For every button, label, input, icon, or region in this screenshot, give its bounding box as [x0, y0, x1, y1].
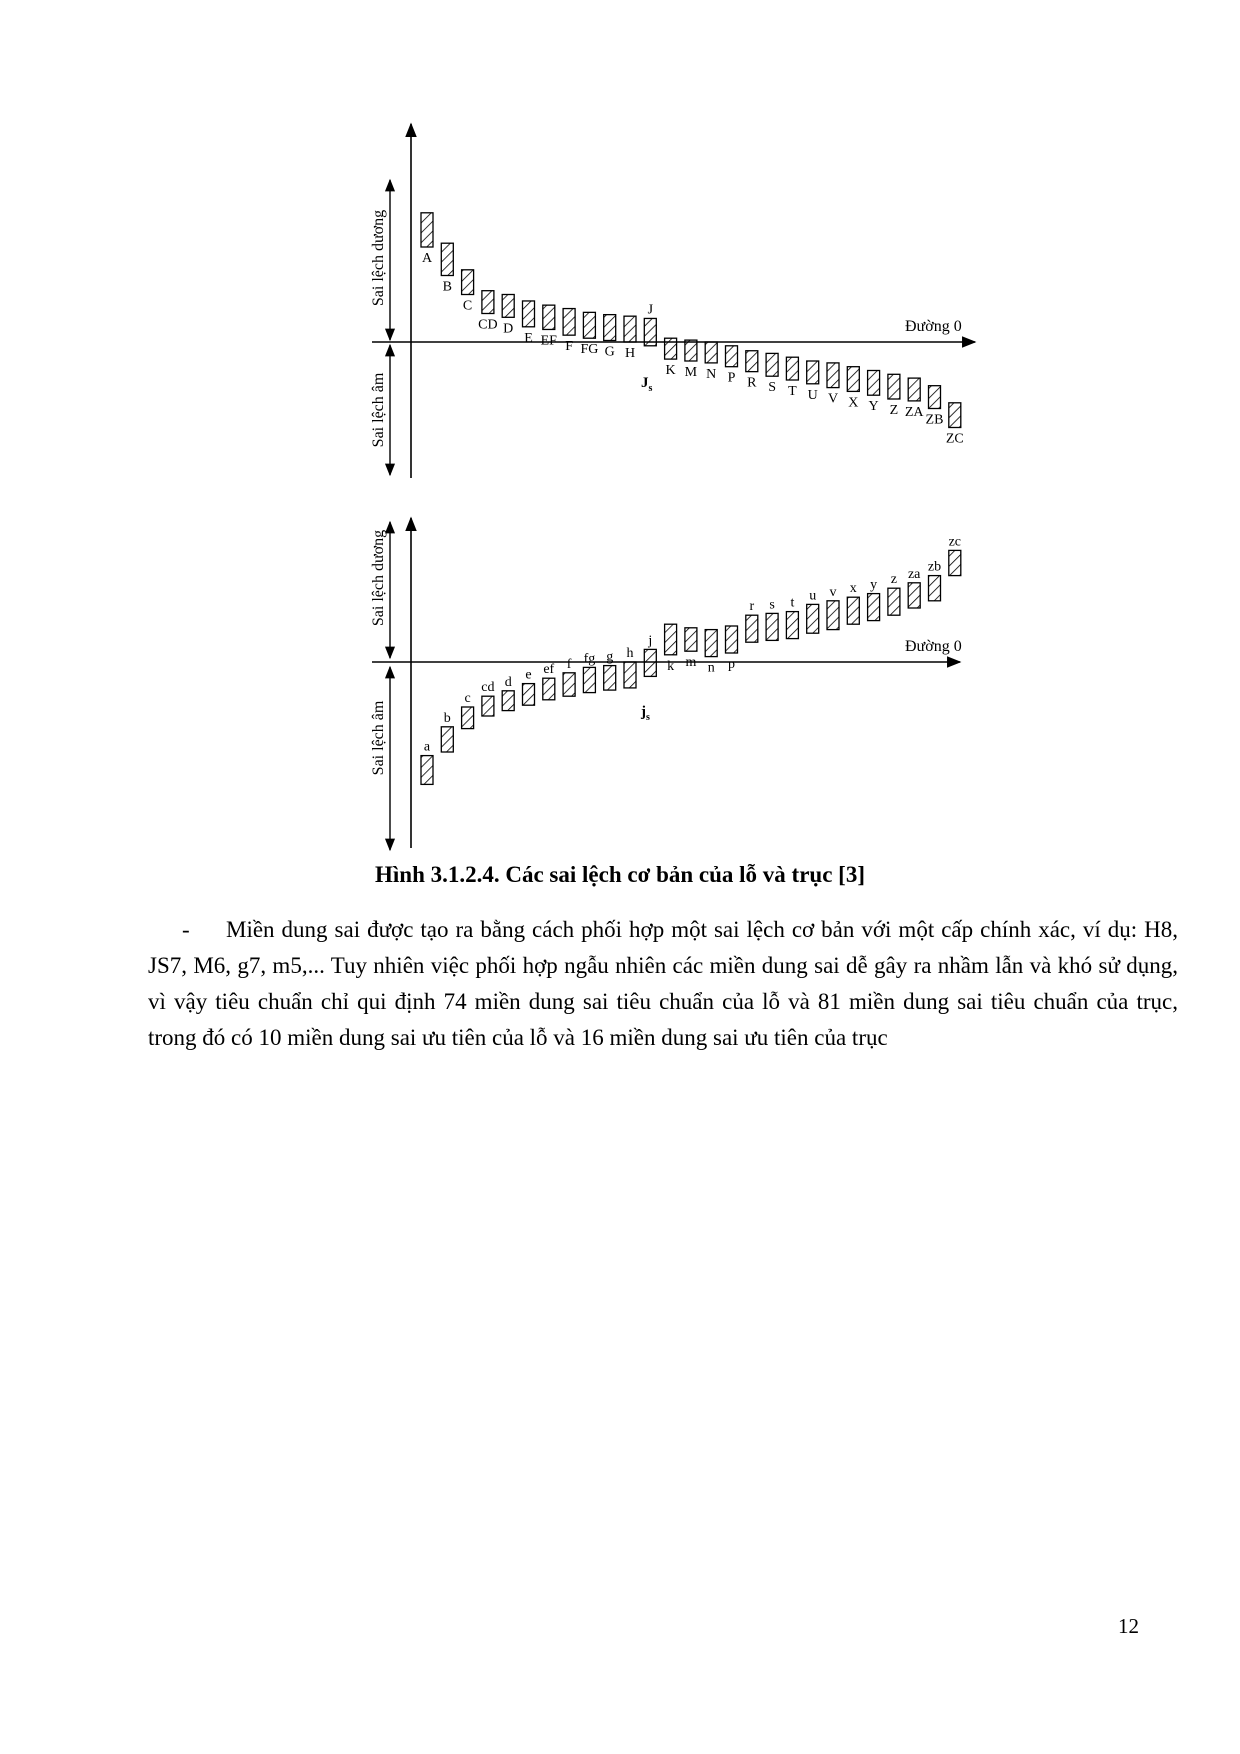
- shafts-zone-label-za: za: [907, 566, 921, 582]
- shafts-zone-label-x: x: [849, 581, 857, 597]
- shafts-js-label: [640, 704, 650, 723]
- holes-zone-label-P: P: [727, 370, 736, 386]
- shafts-zones: [421, 534, 961, 784]
- shafts-zone-label-zb: zb: [927, 559, 942, 575]
- holes-zone-A: [421, 213, 433, 247]
- shafts-zone-y: [868, 594, 880, 621]
- shafts-zone-x: [847, 597, 859, 624]
- shafts-zone-f: [563, 673, 575, 696]
- shafts-zone-label-t: t: [790, 595, 795, 611]
- shafts-zone-label-ef: ef: [543, 662, 555, 678]
- shafts-zone-label-fg: fg: [583, 651, 596, 667]
- holes-zone-label-R: R: [747, 375, 757, 391]
- holes-zone-EF: [543, 305, 555, 329]
- holes-zone-FG: [583, 312, 595, 338]
- shafts-zone-j: [644, 649, 656, 676]
- shafts-zone-label-f: f: [566, 656, 572, 672]
- holes-axis-pos-label: Sai lệch dương: [370, 209, 387, 307]
- holes-zone-label-ZC: ZC: [945, 431, 964, 447]
- holes-zone-label-CD: CD: [478, 317, 498, 333]
- shafts-zone-label-j: j: [648, 633, 653, 649]
- holes-zone-B: [441, 243, 453, 275]
- shafts-zone-label-k: k: [667, 658, 675, 674]
- shafts-zone-label-z: z: [890, 572, 898, 588]
- shafts-zone-a: [421, 756, 433, 785]
- holes-zone-C: [462, 270, 474, 295]
- shafts-zone-n: [705, 630, 717, 657]
- shafts-zone-label-n: n: [707, 660, 715, 676]
- holes-zone-label-E: E: [524, 330, 533, 346]
- shafts-zone-label-h: h: [626, 646, 634, 661]
- holes-zone-T: [786, 357, 798, 380]
- shafts-axis-neg-label: Sai lệch âm: [370, 700, 387, 776]
- holes-zone-label-ZB: ZB: [925, 412, 944, 428]
- holes-zone-V: [827, 363, 839, 388]
- shafts-zone-label-s: s: [769, 597, 775, 613]
- body-paragraph: [148, 912, 1178, 1056]
- holes-zone-J: [644, 318, 656, 345]
- holes-diagram: [370, 124, 975, 478]
- shafts-zone-label-r: r: [749, 599, 755, 615]
- shafts-zone-label-c: c: [464, 691, 471, 706]
- shafts-zone-label-m: m: [685, 655, 697, 671]
- shafts-zone-s: [766, 613, 778, 640]
- shafts-zone-zc: [949, 550, 961, 575]
- holes-zone-R: [746, 351, 758, 372]
- shafts-zone-label-cd: cd: [481, 680, 495, 696]
- holes-zone-label-U: U: [807, 387, 818, 403]
- shafts-axis-pos-label: Sai lệch dương: [370, 529, 387, 627]
- holes-zone-label-Y: Y: [868, 399, 879, 415]
- page-number: 12: [1118, 1614, 1139, 1638]
- holes-zones: [421, 213, 964, 447]
- shafts-zone-p: [726, 626, 738, 653]
- holes-zone-H: [624, 316, 636, 342]
- shafts-zone-label-zc: zc: [948, 534, 962, 550]
- shafts-zone-m: [685, 628, 697, 651]
- holes-zone-N: [705, 342, 717, 363]
- shafts-zone-label-d: d: [504, 674, 512, 690]
- holes-zone-ZA: [908, 378, 920, 401]
- holes-zone-F: [563, 309, 575, 336]
- shafts-zone-fg: [583, 667, 595, 692]
- shafts-zone-k: [665, 624, 677, 655]
- holes-zone-Z: [888, 374, 900, 399]
- holes-zone-CD: [482, 291, 494, 314]
- holes-zone-G: [604, 315, 616, 341]
- holes-axis-neg-label: Sai lệch âm: [370, 372, 387, 448]
- shafts-zone-label-p: p: [728, 657, 735, 672]
- holes-zone-D: [502, 295, 514, 318]
- shafts-zone-h: [624, 662, 636, 688]
- shafts-js-main: j: [641, 704, 646, 720]
- holes-zone-label-X: X: [848, 395, 859, 411]
- holes-zone-X: [847, 367, 859, 392]
- shafts-zone-r: [746, 615, 758, 642]
- shafts-zone-e: [523, 684, 535, 706]
- shafts-zone-za: [908, 583, 920, 608]
- shafts-zone-label-y: y: [870, 577, 878, 593]
- shafts-zone-label-v: v: [829, 584, 837, 600]
- holes-zone-label-C: C: [462, 298, 473, 314]
- shafts-zone-z: [888, 588, 900, 615]
- shafts-zone-ef: [543, 678, 555, 700]
- shafts-zone-v: [827, 601, 839, 630]
- holes-zone-label-ZA: ZA: [904, 404, 924, 420]
- shafts-zone-c: [462, 707, 474, 729]
- holes-zone-E: [523, 301, 535, 327]
- shafts-zone-u: [807, 604, 819, 633]
- holes-zone-Y: [868, 371, 880, 396]
- holes-zone-label-B: B: [442, 279, 452, 295]
- shafts-zone-d: [502, 691, 514, 711]
- holes-zone-label-FG: FG: [580, 342, 599, 358]
- holes-zone-label-J: J: [647, 302, 654, 318]
- shafts-zero-line-label: Đường 0: [905, 638, 962, 655]
- holes-zone-label-Z: Z: [889, 403, 899, 418]
- holes-zone-label-T: T: [788, 384, 797, 399]
- figure-caption: Hình 3.1.2.4. Các sai lệch cơ bản của lỗ và trục [3]: [375, 862, 865, 887]
- holes-zone-label-S: S: [768, 380, 776, 396]
- holes-zone-label-K: K: [665, 363, 676, 379]
- shafts-zone-zb: [929, 576, 941, 601]
- holes-zone-label-D: D: [503, 321, 514, 337]
- shafts-zone-label-a: a: [423, 739, 431, 755]
- holes-zone-label-EF: EF: [540, 333, 557, 349]
- shafts-zone-label-b: b: [443, 710, 451, 726]
- holes-js-label: [641, 375, 653, 394]
- holes-zone-P: [726, 346, 738, 367]
- holes-zone-label-F: F: [565, 339, 573, 355]
- shafts-js-sub: s: [646, 712, 650, 723]
- shafts-zone-cd: [482, 696, 494, 716]
- holes-zone-K: [665, 338, 677, 359]
- holes-zone-label-H: H: [624, 346, 636, 361]
- holes-zone-label-N: N: [706, 366, 717, 382]
- holes-zone-label-A: A: [421, 251, 433, 266]
- holes-zone-ZC: [949, 403, 961, 428]
- holes-zone-U: [807, 361, 819, 384]
- shafts-zone-label-g: g: [606, 649, 614, 665]
- paragraph-text: Miền dung sai được tạo ra bằng cách phối hợp một sai lệch cơ bản với một cấp chính xác, ví dụ: H8, JS7, M6, g7, m5,... Tuy nhiên việc phối hợp ngẫu nhiên các miền dung sai dễ gây ra nhầm lẫn và khó sử dụng, vì vậy tiêu chuẩn chỉ qui định 74 miền dung sai tiêu chuẩn của lỗ và 81 miền dung sai tiêu chuẩn của trục, trong đó có 10 miền dung sai ưu tiên của lỗ và 16 miền dung sai ưu tiên của trục: [148, 917, 1178, 1050]
- holes-zero-line-label: Đường 0: [905, 318, 962, 335]
- holes-zone-M: [685, 340, 697, 361]
- shafts-zone-g: [604, 666, 616, 690]
- holes-js-main: J: [641, 375, 649, 391]
- deviation-figure: [0, 0, 1240, 870]
- holes-zone-label-M: M: [684, 365, 698, 380]
- holes-zone-label-V: V: [827, 391, 839, 407]
- shafts-zone-label-e: e: [525, 667, 532, 683]
- shafts-zone-b: [441, 727, 453, 752]
- holes-zone-ZB: [929, 386, 941, 409]
- shafts-zone-label-u: u: [809, 588, 817, 604]
- shafts-diagram: [370, 518, 962, 850]
- holes-zone-S: [766, 353, 778, 376]
- holes-zone-label-G: G: [604, 344, 615, 360]
- holes-js-sub: s: [648, 383, 653, 394]
- bullet-dash: -: [182, 917, 190, 942]
- shafts-zone-t: [786, 612, 798, 639]
